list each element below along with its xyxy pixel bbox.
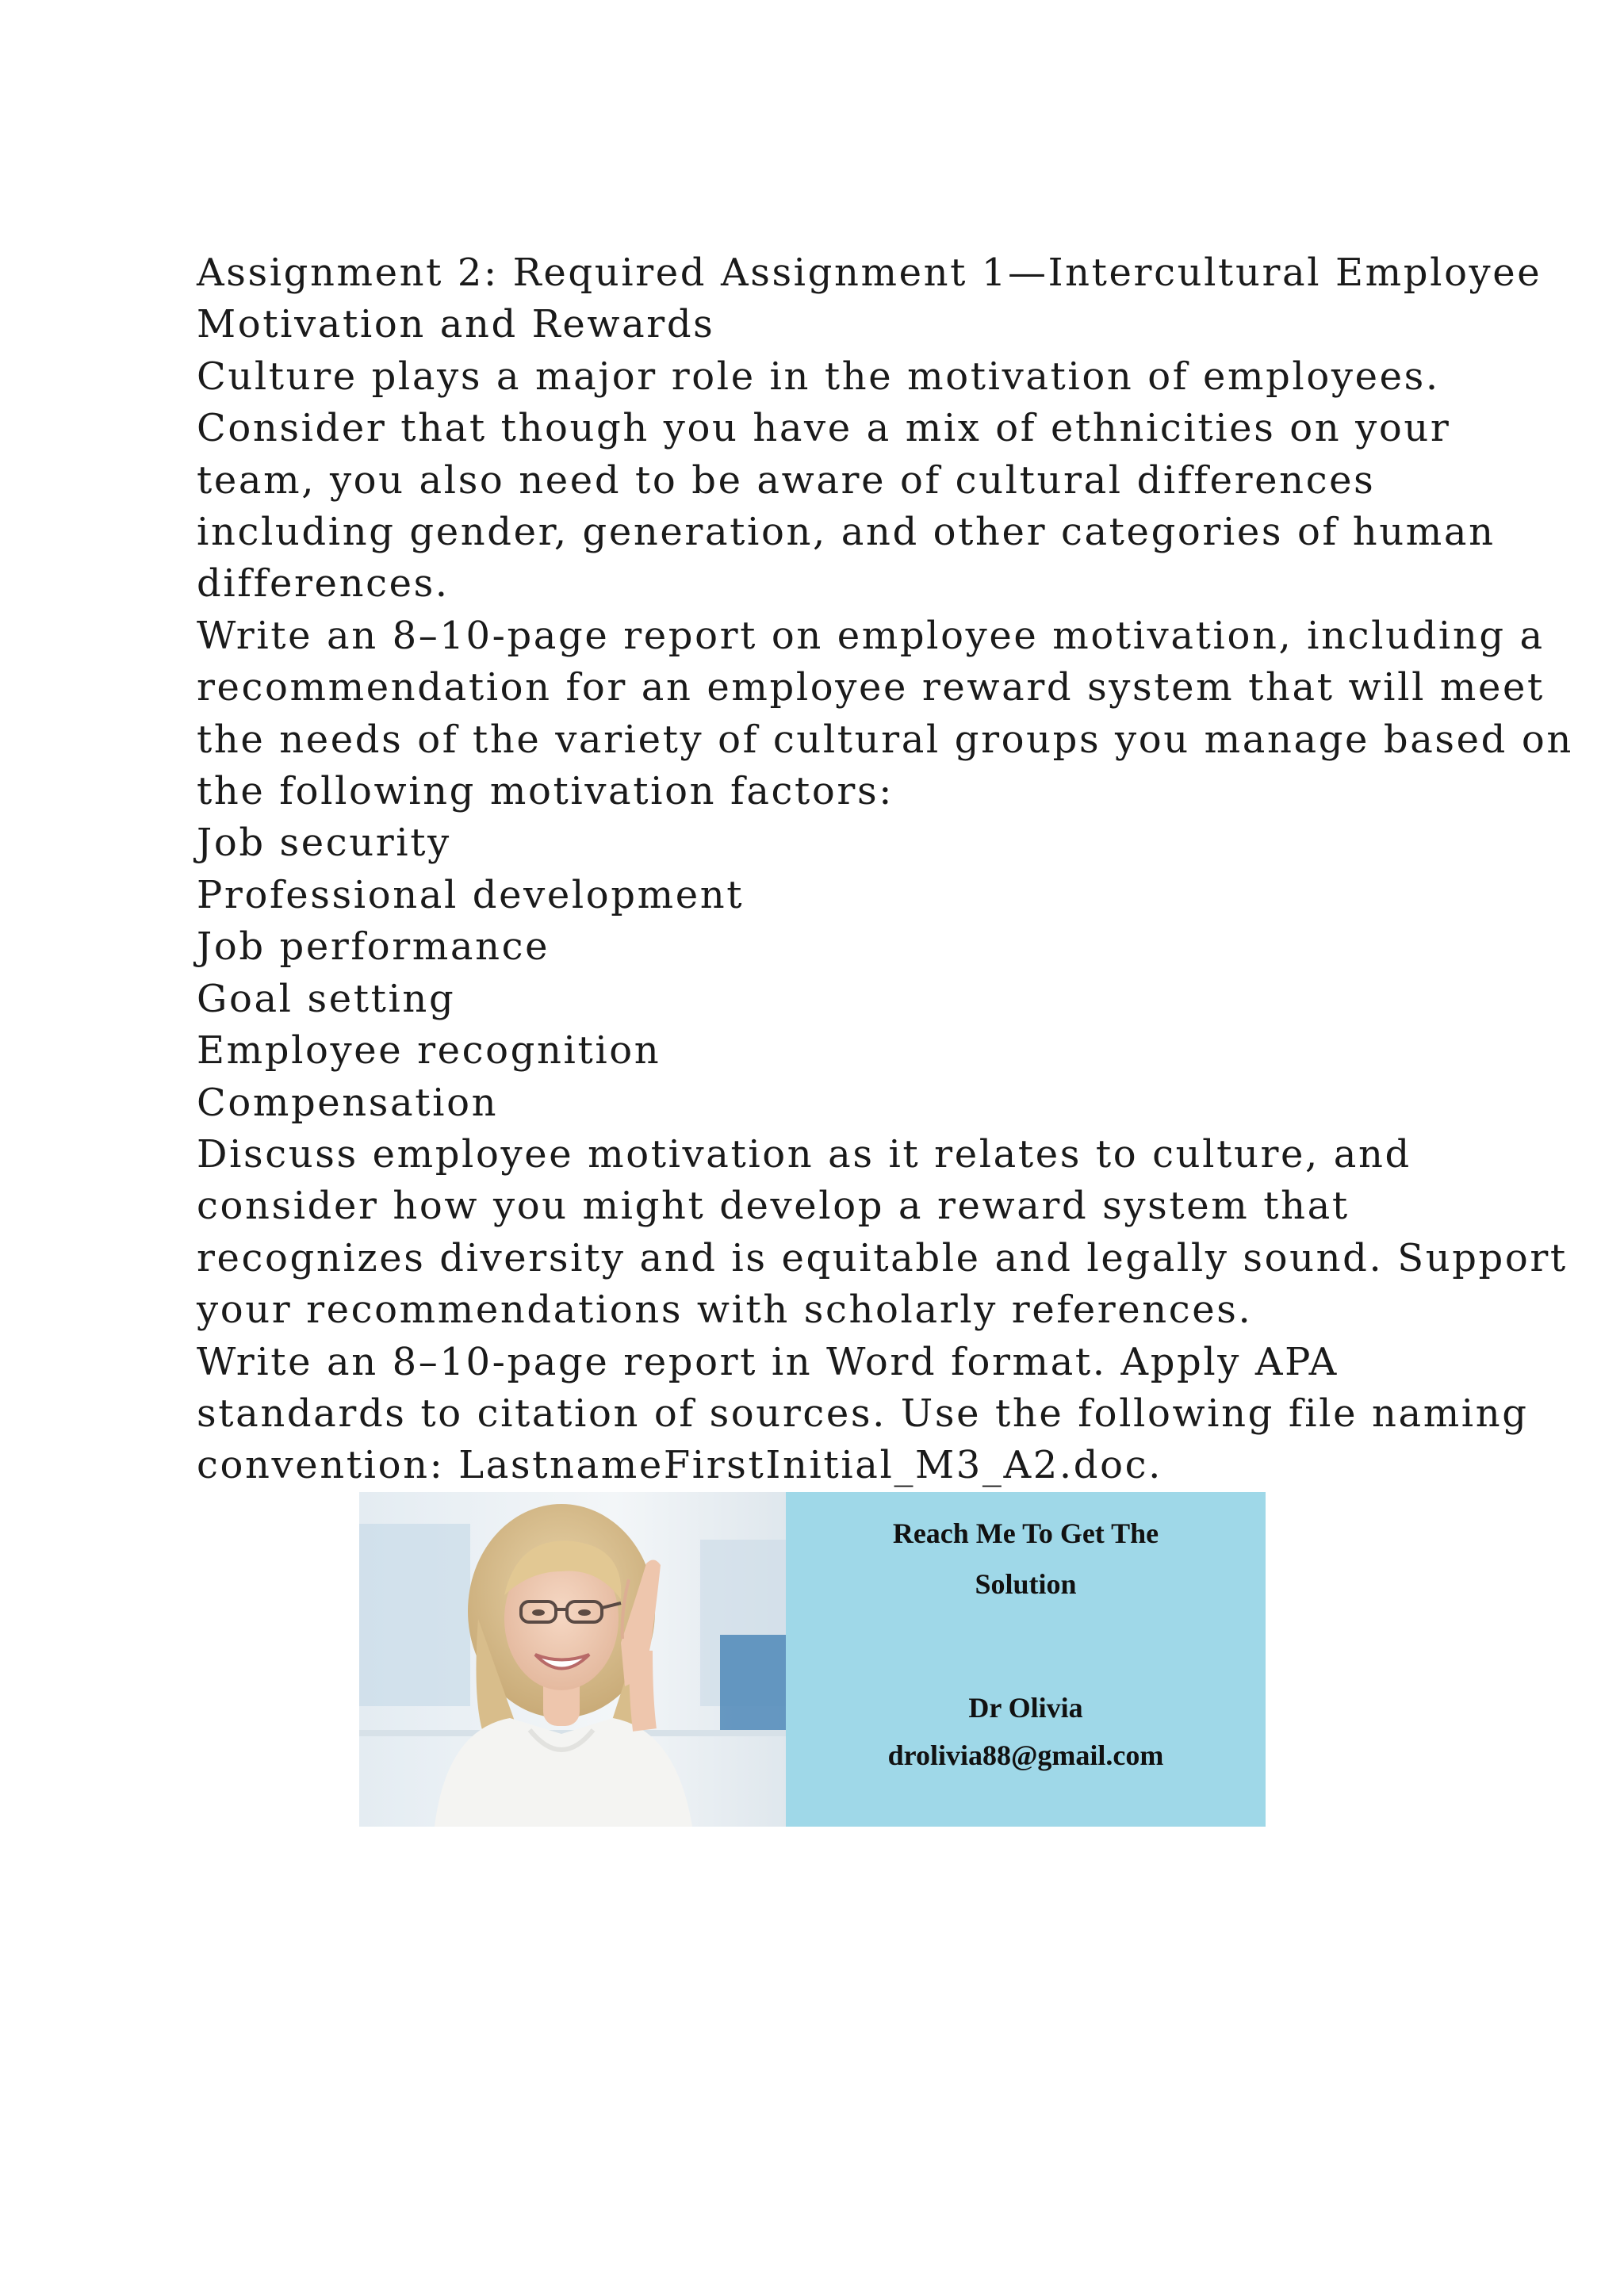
banner-headline: Reach Me To Get The	[892, 1517, 1159, 1549]
text-line: standards to citation of sources. Use the following file naming	[197, 1391, 1529, 1436]
contact-email: drolivia88@gmail.com	[887, 1739, 1164, 1771]
text-line: differences.	[197, 561, 450, 607]
text-line: Motivation and Rewards	[197, 302, 715, 347]
text-line: Consider that though you have a mix of ethnicities on your	[197, 406, 1451, 451]
factor-item: Compensation	[197, 1080, 499, 1125]
factor-item: Job security	[197, 821, 451, 866]
text-line: consider how you might develop a reward system that	[197, 1184, 1350, 1229]
text-line: team, you also need to be aware of cultural differences	[197, 457, 1376, 503]
text-line: the following motivation factors:	[197, 769, 894, 814]
text-line: Write an 8–10-page report in Word format. Apply APA	[197, 1339, 1339, 1384]
contact-panel	[786, 1492, 1266, 1827]
factor-item: Job performance	[197, 924, 550, 970]
text-line: recognizes diversity and is equitable and legally sound. Support	[197, 1235, 1568, 1280]
text-line: the needs of the variety of cultural groups you manage based on	[197, 717, 1573, 762]
text-line: Discuss employee motivation as it relates to culture, and	[197, 1131, 1411, 1177]
text-line: your recommendations with scholarly references.	[197, 1288, 1253, 1333]
text-line: recommendation for an employee reward system that will meet	[197, 665, 1545, 710]
factor-item: Employee recognition	[197, 1028, 661, 1073]
assignment-text	[197, 247, 1573, 1492]
text-line: including gender, generation, and other categories of human	[197, 510, 1496, 555]
text-line: Culture plays a major role in the motivation of employees.	[197, 354, 1440, 399]
contact-banner	[359, 1492, 1266, 1827]
woman-photo	[359, 1492, 786, 1827]
factor-item: Goal setting	[197, 976, 456, 1021]
text-line: Write an 8–10-page report on employee motivation, including a	[197, 613, 1545, 658]
banner-subheadline: Solution	[975, 1568, 1077, 1600]
text-line: convention: LastnameFirstInitial_M3_A2.doc.	[197, 1443, 1162, 1488]
factor-item: Professional development	[197, 872, 745, 917]
text-line: Assignment 2: Required Assignment 1—Intercultural Employee	[197, 251, 1542, 295]
contact-name: Dr Olivia	[968, 1692, 1083, 1724]
